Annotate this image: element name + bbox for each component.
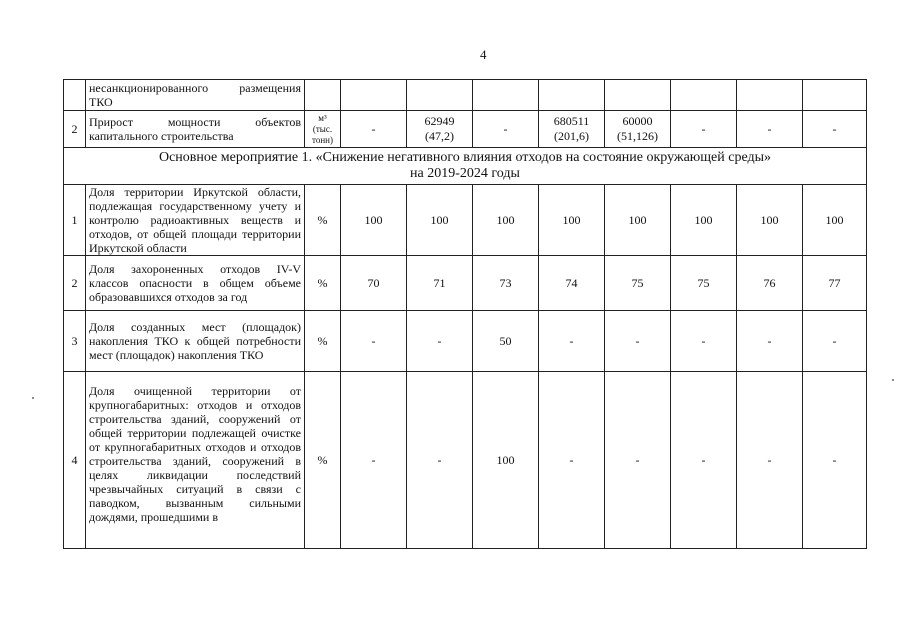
value-cell: 76 — [737, 256, 803, 311]
value-cell — [671, 80, 737, 111]
unit-cell: % — [305, 185, 341, 256]
value-cell: 100 — [473, 185, 539, 256]
table-row — [64, 311, 867, 372]
value-cell — [539, 80, 605, 111]
value-cell — [671, 111, 737, 148]
value-text: - — [503, 122, 508, 136]
table-row-continuation — [64, 80, 867, 111]
table-row — [64, 372, 867, 549]
unit-cell: % — [305, 256, 341, 311]
value-cell — [407, 80, 473, 111]
value-text: - — [371, 122, 376, 136]
value-cell: 100 — [341, 185, 407, 256]
value-cell: - — [737, 311, 803, 372]
indicator-name-cell: Прирост мощности объектов капитального строительства — [86, 111, 305, 148]
value-cell: 100 — [803, 185, 867, 256]
value-text: - — [832, 122, 837, 136]
value-cell: 50 — [473, 311, 539, 372]
value-cell: - — [539, 311, 605, 372]
value-cell: - — [671, 311, 737, 372]
value-cell: - — [671, 372, 737, 549]
row-number-cell: 4 — [64, 372, 86, 549]
value-text: 62949 — [424, 114, 455, 128]
value-cell: 100 — [737, 185, 803, 256]
value-cell: - — [407, 311, 473, 372]
value-cell — [473, 111, 539, 148]
value-cell — [341, 111, 407, 148]
indicators-table — [63, 79, 867, 549]
value-cell: - — [803, 372, 867, 549]
indicator-name-cell: Доля территории Иркутской области, подлежащая государственному учету и контролю радиоактивных веществ и отходов, от общей площади территории Иркутской области — [86, 185, 305, 256]
value-cell — [803, 111, 867, 148]
row-number-cell: 2 — [64, 111, 86, 148]
unit-line: тонн) — [312, 134, 333, 145]
value-cell: 75 — [671, 256, 737, 311]
unit-cell: % — [305, 311, 341, 372]
indicator-name-cell: Доля очищенной территории от крупногабаритных: отходов и отходов строительства зданий, сооружений от общей территории подлежащей очистке от крупногабаритных отходов и отходов строительства зданий, сооружений в целях ликвидации последствий чрезвычайных ситуаций в связи с паводком, вызванным сильными дождями, прошедшими в — [86, 372, 305, 549]
value-cell — [737, 111, 803, 148]
value-text: - — [701, 122, 706, 136]
section-heading-line: Основное мероприятие 1. «Снижение негативного влияния отходов на состояние окружающей среды» — [158, 150, 772, 165]
value-cell: 70 — [341, 256, 407, 311]
value-cell: - — [803, 311, 867, 372]
value-cell: 75 — [605, 256, 671, 311]
row-number-cell: 3 — [64, 311, 86, 372]
table-row-growth — [64, 111, 867, 148]
value-cell: - — [605, 311, 671, 372]
row-number-cell: 2 — [64, 256, 86, 311]
value-cell: 71 — [407, 256, 473, 311]
value-cell — [473, 80, 539, 111]
unit-line: (тыс. — [312, 123, 333, 134]
section-heading-line: на 2019-2024 годы — [410, 166, 520, 181]
value-cell — [605, 111, 671, 148]
page-number: 4 — [480, 47, 487, 62]
indicator-name-line: несанкционированного размещения — [89, 81, 301, 95]
value-cell: 73 — [473, 256, 539, 311]
section-heading — [64, 148, 867, 185]
indicator-name-cell: Доля созданных мест (площадок) накопления ТКО к общей потребности мест (площадок) накопления ТКО — [86, 311, 305, 372]
value-cell — [605, 80, 671, 111]
value-cell: 100 — [671, 185, 737, 256]
value-subtext: (51,126) — [617, 129, 658, 143]
value-cell: - — [605, 372, 671, 549]
value-cell — [803, 80, 867, 111]
section-heading-row — [64, 148, 867, 185]
scan-speck — [892, 379, 894, 381]
value-cell: 100 — [539, 185, 605, 256]
unit-cell — [305, 111, 341, 148]
value-subtext: (201,6) — [554, 129, 589, 143]
indicator-name-cell: Доля захороненных отходов IV-V классов опасности в общем объеме образовавшихся отходов за год — [86, 256, 305, 311]
value-cell: 100 — [473, 372, 539, 549]
value-cell: - — [341, 311, 407, 372]
value-cell — [737, 80, 803, 111]
value-cell: - — [737, 372, 803, 549]
scan-speck — [32, 397, 34, 399]
row-number-cell — [64, 80, 86, 111]
value-text: 60000 — [622, 114, 653, 128]
value-cell: - — [341, 372, 407, 549]
unit-cell — [305, 80, 341, 111]
row-number-cell: 1 — [64, 185, 86, 256]
indicator-name-cell — [86, 80, 305, 111]
value-cell: 100 — [407, 185, 473, 256]
value-text: - — [767, 122, 772, 136]
value-cell — [341, 80, 407, 111]
value-cell: 74 — [539, 256, 605, 311]
value-cell: - — [407, 372, 473, 549]
value-cell: 77 — [803, 256, 867, 311]
indicator-name-line: ТКО — [89, 95, 113, 109]
value-cell: - — [539, 372, 605, 549]
value-text: 680511 — [553, 114, 590, 128]
table-row — [64, 256, 867, 311]
unit-cell: % — [305, 372, 341, 549]
value-cell — [539, 111, 605, 148]
value-cell — [407, 111, 473, 148]
table-row — [64, 185, 867, 256]
value-cell: 100 — [605, 185, 671, 256]
unit-line: м³ — [318, 112, 327, 123]
value-subtext: (47,2) — [425, 129, 454, 143]
